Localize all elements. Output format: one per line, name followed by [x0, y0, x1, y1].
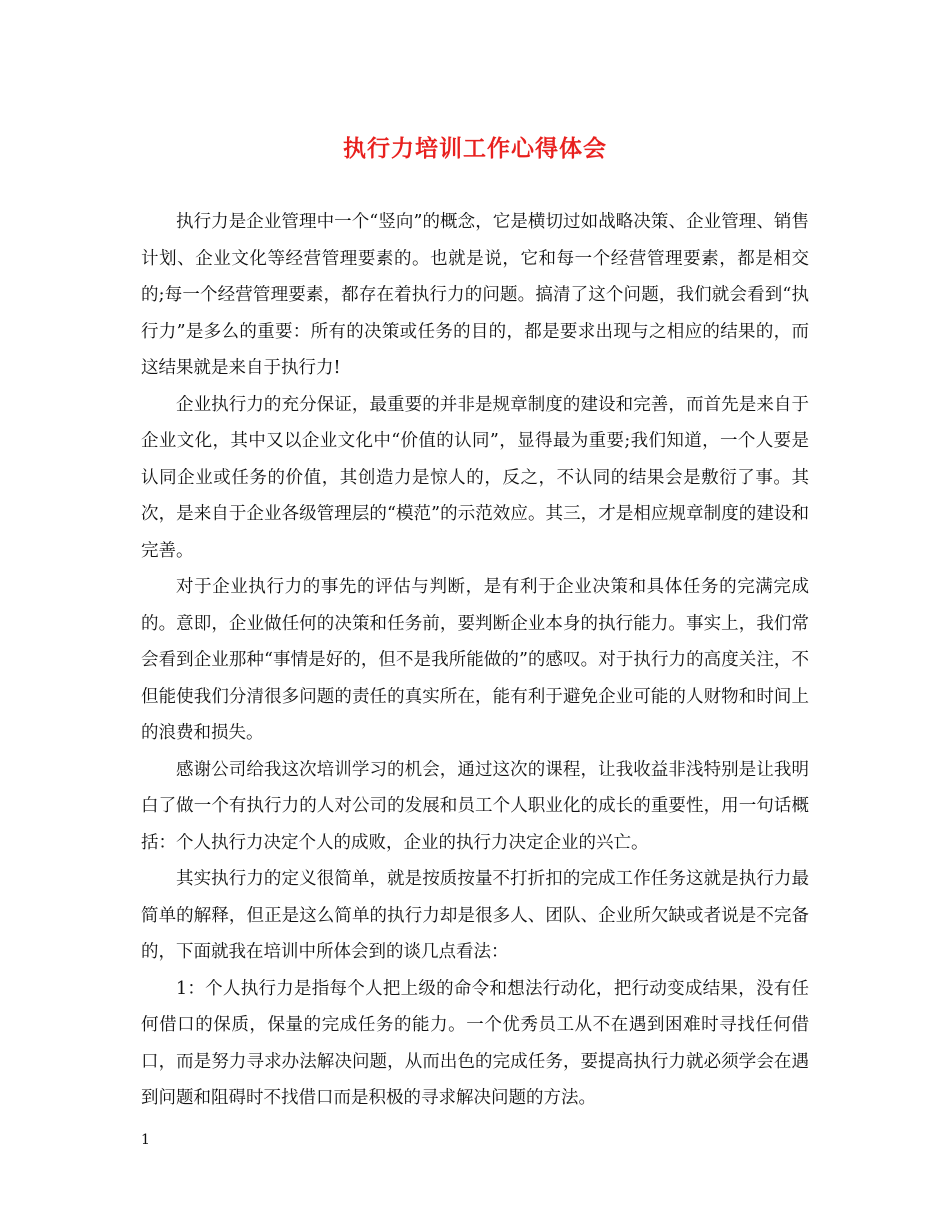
paragraph-1: 执行力是企业管理中一个“竖向”的概念，它是横切过如战略决策、企业管理、销售计划、企业文化等经营管理要素的。也就是说，它和每一个经营管理要素，都是相交的;每一个经营管理要素，都存在着执行力的问题。搞清了这个问题，我们就会看到“执行力”是多么的重要：所有的决策或任务的目的，都是要求出现与之相应的结果的，而这结果就是来自于执行力! — [141, 212, 809, 378]
paragraph-2: 企业执行力的充分保证，最重要的并非是规章制度的建设和完善，而首先是来自于企业文化，其中又以企业文化中“价值的认同”，显得最为重要;我们知道，一个人要是认同企业或任务的价值，其创造力是惊人的，反之，不认同的结果会是敷衍了事。其次，是来自于企业各级管理层的“模范”的示范效应。其三，才是相应规章制度的建设和完善。 — [141, 394, 809, 561]
paragraph-6: 1：个人执行力是指每个人把上级的命令和想法行动化，把行动变成结果，没有任何借口的保质，保量的完成任务的能力。一个优秀员工从不在遇到困难时寻找任何借口，而是努力寻求办法解决问题，从而出色的完成任务，要提高执行力就必须学会在遇到问题和阻碍时不找借口而是积极的寻求解决问题的方法。 — [141, 978, 809, 1108]
paragraph-4: 感谢公司给我这次培训学习的机会，通过这次的课程，让我收益非浅特别是让我明白了做一个有执行力的人对公司的发展和员工个人职业化的成长的重要性，用一句话概括：个人执行力决定个人的成败，企业的执行力决定企业的兴亡。 — [141, 759, 809, 853]
document-body — [141, 204, 809, 1117]
page-number: 1 — [141, 1132, 150, 1148]
paragraph-5: 其实执行力的定义很简单，就是按质按量不打折扣的完成工作任务这就是执行力最简单的解释，但正是这么简单的执行力却是很多人、团队、企业所欠缺或者说是不完备的，下面就我在培训中所体会到的谈几点看法： — [141, 869, 809, 962]
paragraph-3: 对于企业执行力的事先的评估与判断，是有利于企业决策和具体任务的完满完成的。意即，企业做任何的决策和任务前，要判断企业本身的执行能力。事实上，我们常会看到企业那种“事情是好的，但不是我所能做的”的感叹。对于执行力的高度关注，不但能使我们分清很多问题的责任的真实所在，能有利于避免企业可能的人财物和时间上的浪费和损失。 — [141, 577, 809, 743]
document-title: 执行力培训工作心得体会 — [343, 135, 607, 162]
